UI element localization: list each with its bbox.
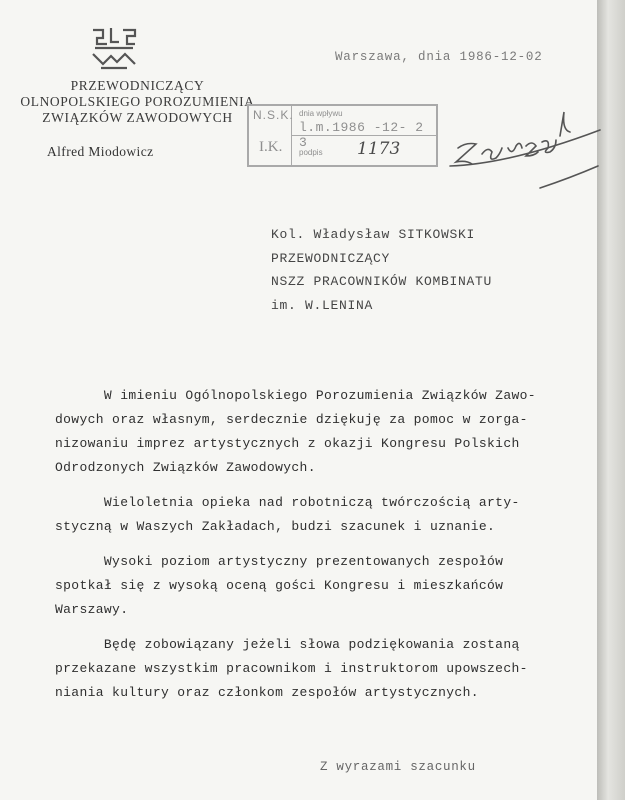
body-line: Wysoki poziom artystyczny prezentowanych zespołów — [55, 554, 504, 569]
stamp-label-top: dnia wpływu — [299, 109, 343, 118]
sender-name: Alfred Miodowicz — [47, 144, 154, 159]
body-line: spotkał się z wysoką oceną gości Kongresu i mieszkańców — [55, 578, 504, 593]
stamp-registry-number: 1173 — [357, 139, 401, 159]
union-emblem-icon — [89, 26, 139, 70]
stamp-left-column — [249, 106, 292, 165]
body-line: styczną w Waszych Zakładach, budzi szacunek i uznanie. — [55, 519, 496, 534]
stamp-label-bottom: podpis — [299, 148, 323, 157]
stamp-date-received: l.m.1986 -12- 2 3 — [299, 120, 424, 150]
recipient-line: im. W.LENINA — [271, 297, 374, 313]
handwritten-note-signature — [430, 96, 610, 206]
stamp-abbr-bottom: I.K. — [259, 139, 283, 155]
letterhead-line: OLNOPOLSKIEGO POROZUMIENIA — [20, 94, 255, 109]
body-line: Odrodzonych Związków Zawodowych. — [55, 460, 316, 475]
recipient-line: Kol. Władysław SITKOWSKI — [271, 227, 476, 242]
registry-stamp — [247, 104, 438, 167]
letterhead-line: PRZEWODNICZĄCY — [70, 78, 205, 93]
letterhead-title — [0, 78, 275, 126]
body-line: Wieloletnia opieka nad robotniczą twórczością arty- — [55, 495, 520, 510]
recipient-address — [271, 223, 492, 317]
letter-body — [55, 373, 575, 716]
body-line: przekazane wszystkim pracownikom i instruktorom upowszech- — [55, 661, 528, 676]
closing-line: Z wyrazami szacunku — [320, 760, 476, 774]
body-line: Warszawy. — [55, 602, 129, 617]
recipient-line: NSZZ PRACOWNIKÓW KOMBINATU — [271, 274, 493, 289]
body-line: niania kultury oraz członkom zespołów artystycznych. — [55, 685, 479, 700]
body-line: Będę zobowiązany jeżeli słowa podziękowania zostaną — [55, 637, 520, 652]
recipient-line: PRZEWODNICZĄCY — [271, 250, 391, 266]
body-line: dowych oraz własnym, serdecznie dziękuję za pomoc w zorga- — [55, 412, 528, 427]
date-line: Warszawa, dnia 1986-12-02 — [335, 50, 543, 64]
body-line: nizowaniu imprez artystycznych z okazji Kongresu Polskich — [55, 436, 520, 451]
letterhead-line: ZWIĄZKÓW ZAWODOWYCH — [42, 110, 233, 125]
stamp-abbr-top: N.S.K. — [253, 108, 294, 122]
body-line: W imieniu Ogólnopolskiego Porozumienia Związków Zawo- — [55, 388, 536, 403]
